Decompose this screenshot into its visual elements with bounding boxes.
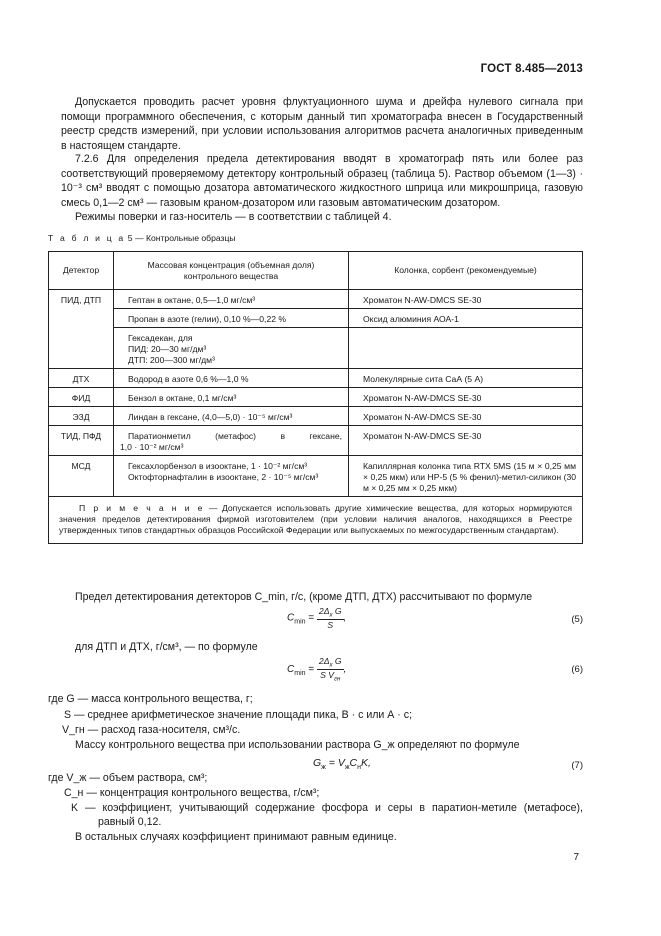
cell-detector: МСД xyxy=(49,456,114,497)
formula-7-v-sub: ж xyxy=(344,764,350,772)
conc-text: ДТП: 200—300 мг/дм³ xyxy=(128,355,215,365)
conc-text: Паратионметил (метафос) в гексане, xyxy=(128,431,342,441)
cell-concentration xyxy=(114,290,349,309)
equation-number-7: (7) xyxy=(571,760,583,771)
table-note xyxy=(49,497,583,544)
modes-text xyxy=(61,210,583,225)
table-row xyxy=(49,309,583,328)
conc-text: Октофторнафталин в изооктане, 2 · 10⁻⁵ мг/см³ xyxy=(128,472,319,482)
conc-text: 1,0 · 10⁻² мг/см³ xyxy=(120,442,184,452)
formula-5-num: 2Δ xyxy=(318,606,330,616)
cell-column: Капиллярная колонка типа RTX 5MS (15 м × 0,25 мм × 0,25 мкм) или HP-5 (5 % фенил)-метил-силикон (30 м × 0,25 мм × 0,25 мкм) xyxy=(349,456,583,497)
standard-header: ГОСТ 8.485—2013 xyxy=(480,63,583,75)
paragraph-7-2-6: 7.2.6 Для определения предела детектирования вводят в хроматограф пять или более раз соответствующий проверяемому детектору контрольный образец (таблица 5). Раствор объемом (1—3) · 10⁻³ см³ вводят с помощью дозатора автоматического жидкостного шприца или микрошприца, газовую смесь 0,1—2 см³ — газовым краном-дозатором или газовым автоматическим дозатором. xyxy=(61,153,583,209)
where-cn: C_н — концентрация контрольного вещества, г/см³; xyxy=(64,787,320,799)
conc-text: ПИД: 20—30 мг/дм³ xyxy=(128,344,207,354)
cell-detector: ФИД xyxy=(49,388,114,407)
note-label: П р и м е ч а н и е xyxy=(79,503,205,513)
formula-6-fraction xyxy=(317,656,344,682)
formula-5-lhs: C xyxy=(287,612,295,624)
page-number: 7 xyxy=(573,852,579,863)
formula-6-tail: , xyxy=(343,663,347,675)
formula-5-tail: , xyxy=(343,612,347,624)
where-k: K — коэффициент, учитывающий содержание фосфора и серы в паратион-метиле (метафосе), xyxy=(71,802,583,814)
equation-number-6: (6) xyxy=(571,664,583,675)
table-row xyxy=(49,388,583,407)
formula-6-lhs-sub: min xyxy=(294,669,306,677)
note-text: — Допускается использовать другие химические вещества, для которых нормируются значения пределов детектирования фирмой изготовителем (при условии наличия аналогов, находящихся в Реестре утвержденных типов стандартных образцов Российской Федерации или выпускаемых по межгосударственным стандартам). xyxy=(59,503,572,536)
formula-5-fraction xyxy=(317,606,344,630)
control-samples-table xyxy=(48,251,583,544)
formula-6-den: S V xyxy=(320,669,335,680)
where-vzh: где V_ж — объем раствора, см³; xyxy=(48,772,208,784)
table-caption-text: 5 — Контрольные образцы xyxy=(127,233,236,243)
formula-5-denominator: S xyxy=(327,619,334,630)
conc-text: Бензол в октане, 0,1 мг/см³ xyxy=(128,393,237,403)
table-row xyxy=(49,456,583,497)
cell-concentration xyxy=(114,328,349,369)
where-s: S — среднее арифметическое значение площади пика, В · с или А · с; xyxy=(64,709,413,721)
conc-text: Гептан в октане, 0,5—1,0 мг/см³ xyxy=(128,295,256,305)
cell-column: Хроматон N-AW-DMCS SE-30 xyxy=(349,388,583,407)
cell-detector: ТИД, ПФД xyxy=(49,426,114,456)
formula-7-c: C xyxy=(349,757,358,769)
formula-5-lhs-sub: min xyxy=(294,618,306,626)
cell-detector: ПИД, ДТП xyxy=(49,290,114,369)
table-caption xyxy=(48,233,236,243)
formula-6-numerator xyxy=(317,656,344,670)
cell-concentration xyxy=(114,456,349,497)
table-row xyxy=(49,369,583,388)
cell-column: Хроматон N-AW-DMCS SE-30 xyxy=(349,290,583,309)
cell-concentration xyxy=(114,407,349,426)
cell-concentration xyxy=(114,388,349,407)
formula-7-g: G xyxy=(313,757,322,769)
table-row xyxy=(49,407,583,426)
formula-6-num-sub: x xyxy=(329,662,333,669)
formula-6-denominator xyxy=(317,670,344,683)
formula-7 xyxy=(313,757,371,771)
conc-text: Гексадекан, для xyxy=(128,333,193,343)
table-row xyxy=(49,328,583,369)
formula-5 xyxy=(287,606,346,630)
mass-intro-text: Массу контрольного вещества при использовании раствора G_ж определяют по формуле xyxy=(75,739,520,751)
formula-7-g-sub: ж xyxy=(321,764,326,772)
lod-intro-text: Предел детектирования детекторов C_min, г/с, (кроме ДТП, ДТХ) рассчитывают по формуле xyxy=(75,591,533,603)
cell-concentration xyxy=(114,369,349,388)
cell-column: Хроматон N-AW-DMCS SE-30 xyxy=(349,426,583,456)
formula-6-lhs: C xyxy=(287,663,295,675)
formula-5-numerator xyxy=(317,606,344,620)
paragraph-software: Допускается проводить расчет уровня флуктуационного шума и дрейфа нулевого сигнала при помощи программного обеспечения, с которым данный тип хроматографа внесен в Государственный реестр средств измерений, при условии использования алгоритмов расчета аналогичных приведенным в настоящем стандарте. xyxy=(61,96,583,152)
table-header-row xyxy=(49,252,583,290)
header-detector: Детектор xyxy=(49,252,114,290)
paragraph-modes: Режимы поверки и газ-носитель — в соответствии с таблицей 4. xyxy=(75,211,392,223)
intro-text xyxy=(61,95,583,153)
dtp-intro-text: для ДТП и ДТХ, г/см³, — по формуле xyxy=(75,641,258,653)
formula-5-eq: = xyxy=(305,612,317,624)
cell-concentration xyxy=(114,309,349,328)
formula-7-c-sub: н xyxy=(357,764,361,772)
cell-detector: ДТХ xyxy=(49,369,114,388)
header-concentration: Массовая концентрация (объемная доля) контрольного вещества xyxy=(114,252,349,290)
section-7-2-6 xyxy=(61,152,583,210)
where-k-value: равный 0,12. xyxy=(98,816,162,828)
where-v: V_гн — расход газа-носителя, см³/с. xyxy=(62,724,241,736)
cell-column: Хроматон N-AW-DMCS SE-30 xyxy=(349,407,583,426)
conc-text: Гексахлорбензол в изооктане, 1 · 10⁻² мг/см³ xyxy=(128,461,308,471)
table-row xyxy=(49,290,583,309)
formula-6-num: 2Δ xyxy=(318,656,330,666)
cell-concentration xyxy=(114,426,349,456)
cell-column: Оксид алюминия АОА-1 xyxy=(349,309,583,328)
formula-5-num-tail: G xyxy=(332,606,342,616)
otherwise-text: В остальных случаях коэффициент принимают равным единице. xyxy=(75,831,397,843)
formula-7-k: K, xyxy=(361,757,371,769)
formula-6-eq: = xyxy=(305,663,317,675)
formula-5-num-sub: x xyxy=(329,612,333,619)
table-caption-label: Т а б л и ц а xyxy=(48,233,126,243)
header-column: Колонка, сорбент (рекомендуемые) xyxy=(349,252,583,290)
where-g: где G — масса контрольного вещества, г; xyxy=(48,693,253,705)
conc-text: Пропан в азоте (гелии), 0,10 %—0,22 % xyxy=(128,314,287,324)
formula-7-v: = V xyxy=(325,757,345,769)
formula-6-num-tail: G xyxy=(332,656,342,666)
formula-6 xyxy=(287,656,346,682)
formula-6-den-sub: гн xyxy=(334,676,341,683)
conc-text: Линдан в гексане, (4,0—5,0) · 10⁻⁵ мг/см³ xyxy=(128,412,293,422)
conc-text: Водород в азоте 0,6 %—1,0 % xyxy=(128,374,249,384)
table-note-row xyxy=(49,497,583,544)
cell-column: Молекулярные сита СаА (5 А) xyxy=(349,369,583,388)
equation-number-5: (5) xyxy=(571,614,583,625)
cell-column xyxy=(349,328,583,369)
table-row xyxy=(49,426,583,456)
cell-detector: ЭЗД xyxy=(49,407,114,426)
